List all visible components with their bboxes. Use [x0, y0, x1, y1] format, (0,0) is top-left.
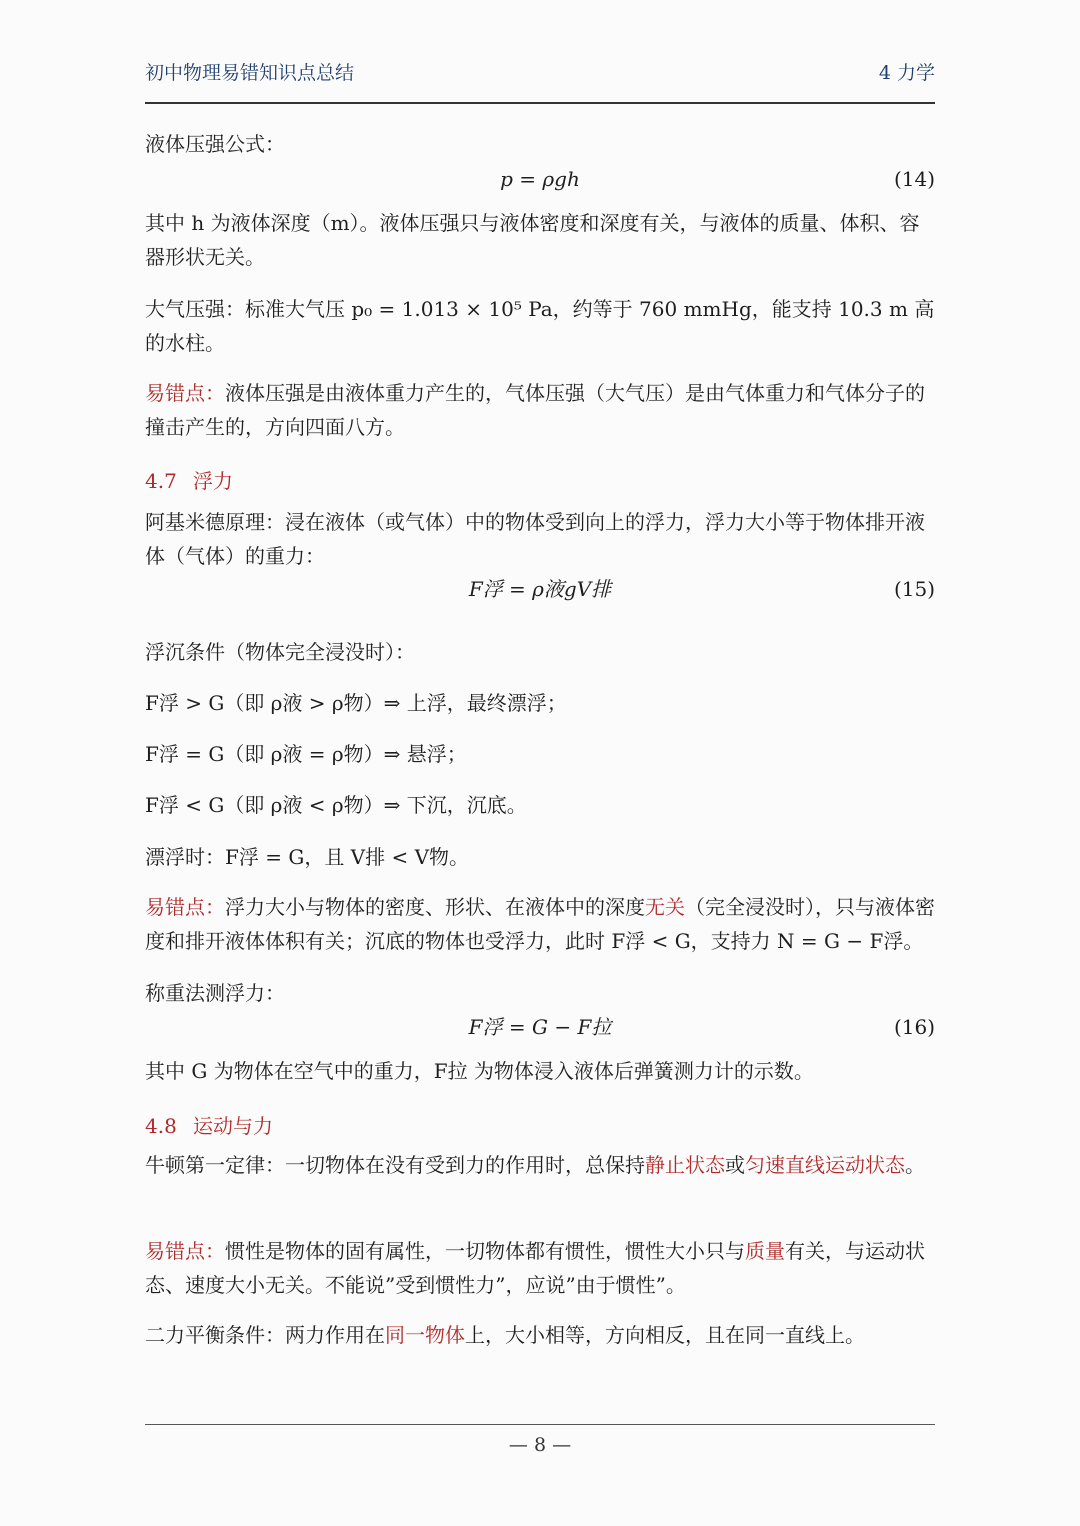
error-point-3: 易错点：惯性是物体的固有属性，一切物体都有惯性，惯性大小只与质量有关，与运动状态、速度大小无关。不能说”受到惯性力”，应说”由于惯性”。 [145, 1239, 925, 1297]
equation-15-number: (15) [893, 577, 935, 601]
section-title: 运动与力 [193, 1114, 273, 1138]
highlight-unrelated: 无关 [645, 895, 685, 919]
highlight-mass: 质量 [745, 1239, 785, 1263]
sink-float-label: 浮沉条件（物体完全浸没时）： [145, 640, 415, 664]
error-label: 易错点： [145, 381, 225, 405]
header-rule [145, 102, 935, 104]
highlight-uniform-motion: 匀速直线运动状态 [745, 1153, 905, 1177]
condition-suspend: F浮 = G（即 ρ液 = ρ物）⇒ 悬浮； [145, 742, 467, 766]
section-number: 4.8 [145, 1114, 177, 1138]
archimedes-principle: 阿基米德原理：浸在液体（或气体）中的物体受到向上的浮力，浮力大小等于物体排开液体（气体）的重力： [145, 510, 925, 568]
header-chapter: 4 力学 [878, 62, 935, 84]
condition-sink: F浮 < G（即 ρ液 < ρ物）⇒ 下沉，沉底。 [145, 793, 527, 817]
weighing-method-label: 称重法测浮力： [145, 981, 285, 1005]
error-point-2: 易错点：浮力大小与物体的密度、形状、在液体中的深度无关（完全浸没时），只与液体密度和排开液体体积有关；沉底的物体也受浮力，此时 F浮 < G，支持力 N = G − F浮。 [145, 895, 935, 953]
error-label: 易错点： [145, 895, 225, 919]
section-title: 浮力 [193, 469, 233, 493]
highlight-rest: 静止状态 [645, 1153, 725, 1177]
equation-16 [145, 1010, 935, 1044]
floating-condition: 漂浮时：F浮 = G，且 V排 < V物。 [145, 845, 470, 869]
liquid-desc: 其中 h 为液体深度（m）。液体压强只与液体密度和深度有关，与液体的质量、体积、容器形状无关。 [145, 211, 920, 269]
footer-rule [145, 1424, 935, 1425]
section-4-8-heading [145, 1110, 273, 1139]
weighing-desc: 其中 G 为物体在空气中的重力，F拉 为物体浸入液体后弹簧测力计的示数。 [145, 1059, 814, 1083]
running-header [145, 58, 935, 88]
equation-14-math: p = ρgh [500, 167, 580, 191]
newton-first-law: 牛顿第一定律：一切物体在没有受到力的作用时，总保持静止状态或匀速直线运动状态。 [145, 1153, 925, 1177]
section-4-7-heading [145, 465, 233, 494]
equation-15-math: F浮 = ρ液gV排 [468, 577, 612, 601]
atm-pressure: 大气压强：标准大气压 p₀ = 1.013 × 10⁵ Pa，约等于 760 mmHg，能支持 10.3 m 高的水柱。 [145, 297, 935, 355]
equation-14-number: (14) [893, 167, 935, 191]
error-label: 易错点： [145, 1239, 225, 1263]
condition-rise: F浮 > G（即 ρ液 > ρ物）⇒ 上浮，最终漂浮； [145, 691, 567, 715]
equation-15 [145, 572, 935, 606]
section-number: 4.7 [145, 469, 177, 493]
header-title: 初中物理易错知识点总结 [145, 62, 355, 84]
two-force-balance: 二力平衡条件：两力作用在同一物体上，大小相等，方向相反，且在同一直线上。 [145, 1323, 865, 1347]
page-number: — 8 — [508, 1434, 572, 1456]
equation-16-math: F浮 = G − F拉 [468, 1015, 612, 1039]
error-text: 液体压强是由液体重力产生的，气体压强（大气压）是由气体重力和气体分子的撞击产生的，方向四面八方。 [145, 381, 925, 439]
liquid-label: 液体压强公式： [145, 132, 285, 156]
highlight-same-object: 同一物体 [385, 1323, 465, 1347]
equation-14 [145, 162, 935, 196]
error-point-1 [145, 376, 935, 444]
equation-16-number: (16) [893, 1015, 935, 1039]
